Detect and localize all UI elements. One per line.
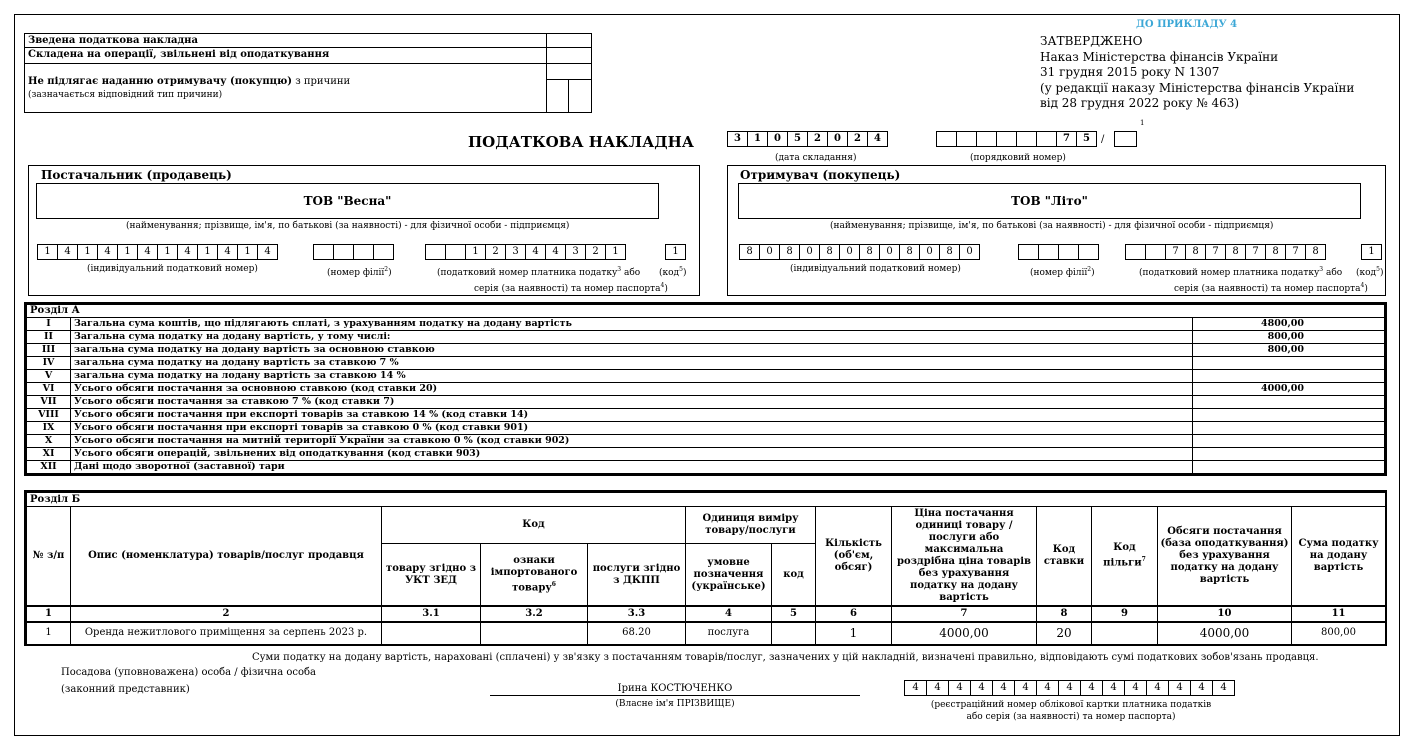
- section-a-row: [27, 331, 1385, 344]
- digit-cell: 0: [919, 244, 940, 260]
- digit-cell: [1018, 244, 1039, 260]
- digit-cell: [353, 244, 374, 260]
- signer-caption: (Власне ім'я ПРІЗВИЩЕ): [615, 699, 735, 709]
- section-a-text: Загальна сума податку на додану вартість, у тому числі:: [71, 331, 1193, 344]
- digit-cell: 1: [157, 244, 178, 260]
- digit-cell: 4: [1212, 680, 1235, 696]
- seller-panel: Постачальник (продавець) ТОВ "Весна" (найменування; прізвище, ім'я, по батькові (за наявності) - для фізичної особи - підприємця) 1 4 1 4 1 4 1 4 1 4 1 4 (індивідуальний податковий номер) (номер філії$^2$) 1 2 3 4 4 3 2 1 (податковий номер платника податку$^3$ або серія (за наявності) та номер паспорта$^4$) 1 (код$^5$): [28, 165, 700, 296]
- col-benefit-sup: 7: [1141, 556, 1146, 564]
- col-num-header: № з/п: [27, 507, 71, 607]
- seller-name: ТОВ "Весна": [36, 183, 659, 219]
- digit-cell: 1: [747, 131, 768, 147]
- exempt-label: Складена на операції, звільнені від оподаткування: [28, 49, 330, 60]
- section-a-value: [1193, 448, 1385, 461]
- section-a-roman: III: [27, 344, 71, 357]
- digit-cell: 4: [57, 244, 78, 260]
- buyer-passport-caption: серія (за наявності) та номер паспорта: [1174, 284, 1361, 294]
- section-a-text: Усього обсяги постачання при експорті товарів за ставкою 14 % (код ставки 14): [71, 409, 1193, 422]
- digit-cell: 8: [819, 244, 840, 260]
- not-given-label: Не підлягає наданню отримувачу (покупцю): [28, 76, 293, 87]
- section-a-roman: I: [27, 318, 71, 331]
- digit-cell: 1: [197, 244, 218, 260]
- col-benefit-label: Код пільги: [1103, 542, 1142, 569]
- digit-cell: 4: [992, 680, 1015, 696]
- section-b-title: Розділ Б: [27, 493, 1386, 507]
- card-caption-2: або серія (за наявності) та номер паспорта): [966, 712, 1176, 722]
- col-code-header: Код: [382, 507, 686, 544]
- digit-cell: 0: [799, 244, 820, 260]
- column-number: 2: [71, 606, 382, 622]
- buyer-branch-caption: (номер філії: [1030, 268, 1088, 278]
- seller-ipn-caption: (індивідуальний податковий номер): [87, 264, 258, 274]
- section-a-value: 4000,00: [1193, 383, 1385, 396]
- digit-cell: 8: [939, 244, 960, 260]
- row-benefit: [1092, 622, 1158, 644]
- section-a-row: [27, 461, 1385, 474]
- digit-cell: 4: [1124, 680, 1147, 696]
- digit-cell: 4: [1190, 680, 1213, 696]
- buyer-taxnum-caption-or: або: [1323, 268, 1343, 278]
- digit-cell: 7: [1165, 244, 1186, 260]
- section-a-roman: XII: [27, 461, 71, 474]
- number-suffix-cell: [1115, 131, 1137, 147]
- seller-branch-cells: [314, 244, 394, 260]
- digit-cell: 4: [97, 244, 118, 260]
- approved-edition: (у редакції наказу Міністерства фінансів України: [1040, 80, 1355, 95]
- digit-cell: 4: [1146, 680, 1169, 696]
- digit-cell: 0: [839, 244, 860, 260]
- digit-cell: 4: [948, 680, 971, 696]
- buyer-branch-cells: [1019, 244, 1099, 260]
- column-number: 3.1: [382, 606, 481, 622]
- digit-cell: 8: [899, 244, 920, 260]
- digit-cell: 7: [1056, 131, 1077, 147]
- section-a-row: [27, 435, 1385, 448]
- footer-representative-label: (законний представник): [61, 684, 190, 695]
- column-number: 8: [1037, 606, 1092, 622]
- digit-cell: [1036, 131, 1057, 147]
- section-a-row: [27, 409, 1385, 422]
- buyer-taxnum-cells: [1126, 244, 1326, 260]
- section-a-value: [1193, 461, 1385, 474]
- digit-cell: [373, 244, 394, 260]
- section-a-value: 800,00: [1193, 344, 1385, 357]
- seller-ipn-cells: [38, 244, 278, 260]
- card-number-cells: [905, 680, 1235, 696]
- col-unit-header: Одиниця виміру товару/послуги: [686, 507, 816, 544]
- row-rate: 20: [1037, 622, 1092, 644]
- buyer-name: ТОВ "Літо": [738, 183, 1361, 219]
- section-a-roman: IX: [27, 422, 71, 435]
- digit-cell: [313, 244, 334, 260]
- digit-cell: [425, 244, 446, 260]
- digit-cell: 2: [485, 244, 506, 260]
- digit-cell: 8: [1185, 244, 1206, 260]
- col-unit-code-header: код: [772, 544, 816, 606]
- section-a-text: Усього обсяги постачання за основною ставкою (код ставки 20): [71, 383, 1193, 396]
- col-dkpp-header: послуги згідно з ДКПП: [588, 544, 686, 606]
- section-a-row: [27, 344, 1385, 357]
- col-import-header: [481, 544, 588, 606]
- row-unit-code: [772, 622, 816, 644]
- digit-cell: 8: [1265, 244, 1286, 260]
- section-a-roman: VIII: [27, 409, 71, 422]
- digit-cell: 0: [759, 244, 780, 260]
- section-a-text: загальна сума податку на лодану вартість за ставкою 14 %: [71, 370, 1193, 383]
- digit-cell: 2: [807, 131, 828, 147]
- buyer-code-caption: (код: [1356, 268, 1377, 278]
- section-a-roman: II: [27, 331, 71, 344]
- consolidated-label: Зведена податкова накладна: [28, 35, 198, 46]
- reason-label: з причини: [292, 76, 351, 87]
- digit-cell: 4: [217, 244, 238, 260]
- col-price-header: Ціна постачання одиниці товару / послуги або максимальна роздрібна ціна товарів без урахування податку на додану вартість: [892, 507, 1037, 607]
- section-a-row: [27, 357, 1385, 370]
- digit-cell: 4: [177, 244, 198, 260]
- row-desc: Оренда нежитлового приміщення за серпень 2023 р.: [71, 622, 382, 644]
- digit-cell: 1: [605, 244, 626, 260]
- digit-cell: 8: [779, 244, 800, 260]
- section-a-text: Дані щодо зворотної (заставної) тари: [71, 461, 1193, 474]
- digit-cell: 4: [867, 131, 888, 147]
- col-import-sup: 6: [551, 580, 556, 588]
- col-qty-header: Кількість (об'єм, обсяг): [816, 507, 892, 607]
- number-slash: /: [1101, 134, 1105, 145]
- digit-cell: 5: [1076, 131, 1097, 147]
- digit-cell: [333, 244, 354, 260]
- section-a-roman: IV: [27, 357, 71, 370]
- seller-passport-caption: серія (за наявності) та номер паспорта: [474, 284, 661, 294]
- approval-block: [1040, 34, 1354, 112]
- number-sup: 1: [1140, 119, 1145, 127]
- digit-cell: 7: [1245, 244, 1266, 260]
- section-a-value: 800,00: [1193, 331, 1385, 344]
- digit-cell: 2: [847, 131, 868, 147]
- section-a-text: Усього обсяги операцій, звільнених від оподаткування (код ставки 903): [71, 448, 1193, 461]
- section-a-row: [27, 422, 1385, 435]
- digit-cell: 4: [257, 244, 278, 260]
- col-desc-header: Опис (номенклатура) товарів/послуг продавця: [71, 507, 382, 607]
- col-import-label: ознаки імпортованого товару: [490, 554, 578, 594]
- digit-cell: 4: [1080, 680, 1103, 696]
- approved-date: 31 грудня 2015 року N 1307: [1040, 65, 1220, 79]
- digit-cell: 8: [1225, 244, 1246, 260]
- column-number: 7: [892, 606, 1037, 622]
- approved-edition-date: від 28 грудня 2022 року № 463): [1040, 96, 1240, 110]
- number-cells: [937, 131, 1097, 147]
- digit-cell: 1: [237, 244, 258, 260]
- digit-cell: 8: [1305, 244, 1326, 260]
- digit-cell: [956, 131, 977, 147]
- section-a-text: Усього обсяги постачання при експорті товарів за ставкою 0 % (код ставки 901): [71, 422, 1193, 435]
- approved-order: Наказ Міністерства фінансів України: [1040, 49, 1279, 64]
- date-cells: [728, 131, 888, 147]
- card-caption-1: (реєстраційний номер облікової картки платника податків: [930, 700, 1212, 710]
- col-vat-header: Сума податку на додану вартість: [1292, 507, 1386, 607]
- digit-cell: [1016, 131, 1037, 147]
- seller-heading: Постачальник (продавець): [41, 168, 232, 182]
- col-volume-header: Обсяги постачання (база оподаткування) без урахування податку на додану вартість: [1158, 507, 1292, 607]
- column-number: 3.2: [481, 606, 588, 622]
- buyer-panel: Отримувач (покупець) ТОВ "Літо" (найменування; прізвище, ім'я, по батькові (за наявності) - для фізичної особи - підприємця) 8 0 8 0 8 0 8 0 8 0 8 0 (індивідуальний податковий номер) (номер філії$^2$) 7 8 7 8 7 8 7 8 (податковий номер платника податку$^3$ або серія (за наявності) та номер паспорта$^4$) 1 (код$^5$): [727, 165, 1386, 296]
- digit-cell: [996, 131, 1017, 147]
- digit-cell: 1: [1361, 244, 1382, 260]
- section-a-value: [1193, 370, 1385, 383]
- column-number: 3.3: [588, 606, 686, 622]
- section-a-row: [27, 448, 1385, 461]
- digit-cell: 3: [505, 244, 526, 260]
- digit-cell: 1: [77, 244, 98, 260]
- col-benefit-header: [1092, 507, 1158, 607]
- section-a-roman: XI: [27, 448, 71, 461]
- section-a-roman: VI: [27, 383, 71, 396]
- digit-cell: 1: [465, 244, 486, 260]
- section-a-text: загальна сума податку на додану вартість за основною ставкою: [71, 344, 1193, 357]
- row-unit: послуга: [686, 622, 772, 644]
- row-price: 4000,00: [892, 622, 1037, 644]
- digit-cell: 0: [879, 244, 900, 260]
- footer-person-label: Посадова (уповноважена) особа / фізична особа: [61, 667, 316, 678]
- digit-cell: [445, 244, 466, 260]
- header-table: [24, 33, 592, 113]
- section-a-row: [27, 383, 1385, 396]
- column-number: 5: [772, 606, 816, 622]
- seller-code-caption: (код: [659, 268, 680, 278]
- section-a: [24, 302, 1387, 476]
- digit-cell: 3: [727, 131, 748, 147]
- section-a-value: [1193, 422, 1385, 435]
- section-a-value: [1193, 357, 1385, 370]
- digit-cell: [976, 131, 997, 147]
- digit-cell: 3: [565, 244, 586, 260]
- row-dkpp: 68.20: [588, 622, 686, 644]
- buyer-taxnum-caption: (податковий номер платника податку: [1139, 268, 1320, 278]
- digit-cell: 4: [1102, 680, 1125, 696]
- appendix-label: ДО ПРИКЛАДУ 4: [1136, 19, 1238, 30]
- section-a-roman: VII: [27, 396, 71, 409]
- approved-title: ЗАТВЕРДЖЕНО: [1040, 34, 1143, 48]
- section-a-text: загальна сума податку на додану вартість за ставкою 7 %: [71, 357, 1193, 370]
- digit-cell: 2: [585, 244, 606, 260]
- digit-cell: 0: [959, 244, 980, 260]
- digit-cell: 7: [1285, 244, 1306, 260]
- section-a-roman: X: [27, 435, 71, 448]
- digit-cell: 4: [137, 244, 158, 260]
- digit-cell: [1038, 244, 1059, 260]
- col-uktzed-header: товару згідно з УКТ ЗЕД: [382, 544, 481, 606]
- column-number: 9: [1092, 606, 1158, 622]
- digit-cell: 4: [970, 680, 993, 696]
- col-rate-header: Код ставки: [1037, 507, 1092, 607]
- signer-name: Ірина КОСТЮЧЕНКО: [490, 683, 860, 696]
- buyer-name-caption: (найменування; прізвище, ім'я, по батькові (за наявності) - для фізичної особи - підприємця): [830, 221, 1274, 231]
- seller-code-cells: [666, 244, 686, 260]
- digit-cell: 1: [665, 244, 686, 260]
- section-a-value: 4800,00: [1193, 318, 1385, 331]
- digit-cell: [1145, 244, 1166, 260]
- section-a-value: [1193, 435, 1385, 448]
- row-num: 1: [27, 622, 71, 644]
- digit-cell: 7: [1205, 244, 1226, 260]
- digit-cell: 4: [926, 680, 949, 696]
- digit-cell: 4: [545, 244, 566, 260]
- seller-name-caption: (найменування; прізвище, ім'я, по батькові (за наявності) - для фізичної особи - підприємця): [126, 221, 570, 231]
- row-vat: 800,00: [1292, 622, 1386, 644]
- section-a-value: [1193, 396, 1385, 409]
- column-number: 4: [686, 606, 772, 622]
- seller-taxnum-cells: [426, 244, 626, 260]
- col-unit-name-header: умовне позначення (українське): [686, 544, 772, 606]
- reason-note: (зазначається відповідний тип причини): [28, 90, 223, 100]
- section-a-value: [1193, 409, 1385, 422]
- seller-branch-caption: (номер філії: [327, 268, 385, 278]
- digit-cell: 1: [117, 244, 138, 260]
- digit-cell: 4: [1168, 680, 1191, 696]
- section-a-text: Усього обсяги постачання за ставкою 7 % (код ставки 7): [71, 396, 1193, 409]
- row-qty: 1: [816, 622, 892, 644]
- digit-cell: [1078, 244, 1099, 260]
- column-number: 10: [1158, 606, 1292, 622]
- row-import: [481, 622, 588, 644]
- section-a-title: Розділ А: [27, 305, 1385, 318]
- digit-cell: 1: [37, 244, 58, 260]
- section-a-text: Усього обсяги постачання на митній території України за ставкою 0 % (код ставки 902): [71, 435, 1193, 448]
- digit-cell: 4: [525, 244, 546, 260]
- footer-statement: Суми податку на додану вартість, нараховані (сплачені) у зв'язку з постачанням товарів/послуг, зазначених у цій накладній, визначені правильно, відповідають сумі податкових зобов'язань продавця.: [252, 652, 1319, 663]
- section-b: [24, 490, 1387, 646]
- page-title: ПОДАТКОВА НАКЛАДНА: [468, 133, 695, 151]
- row-uktzed: [382, 622, 481, 644]
- section-a-row: [27, 396, 1385, 409]
- digit-cell: 8: [739, 244, 760, 260]
- date-caption: (дата складання): [775, 153, 857, 163]
- section-a-row: [27, 318, 1385, 331]
- digit-cell: 8: [859, 244, 880, 260]
- digit-cell: 4: [1014, 680, 1037, 696]
- row-volume: 4000,00: [1158, 622, 1292, 644]
- digit-cell: 4: [1058, 680, 1081, 696]
- buyer-heading: Отримувач (покупець): [740, 168, 901, 182]
- column-number: 11: [1292, 606, 1386, 622]
- section-a-row: [27, 370, 1385, 383]
- buyer-code-cells: [1362, 244, 1382, 260]
- digit-cell: [1125, 244, 1146, 260]
- digit-cell: [936, 131, 957, 147]
- seller-taxnum-caption: (податковий номер платника податку: [437, 268, 618, 278]
- buyer-ipn-caption: (індивідуальний податковий номер): [790, 264, 961, 274]
- digit-cell: 4: [904, 680, 927, 696]
- digit-cell: [1058, 244, 1079, 260]
- digit-cell: 5: [787, 131, 808, 147]
- section-a-text: Загальна сума коштів, що підлягають сплаті, з урахуванням податку на додану вартість: [71, 318, 1193, 331]
- number-caption: (порядковий номер): [970, 153, 1066, 163]
- digit-cell: 0: [827, 131, 848, 147]
- digit-cell: 4: [1036, 680, 1059, 696]
- column-number: 1: [27, 606, 71, 622]
- digit-cell: 0: [767, 131, 788, 147]
- column-number: 6: [816, 606, 892, 622]
- seller-taxnum-caption-or: або: [621, 268, 641, 278]
- section-a-roman: V: [27, 370, 71, 383]
- buyer-ipn-cells: [740, 244, 980, 260]
